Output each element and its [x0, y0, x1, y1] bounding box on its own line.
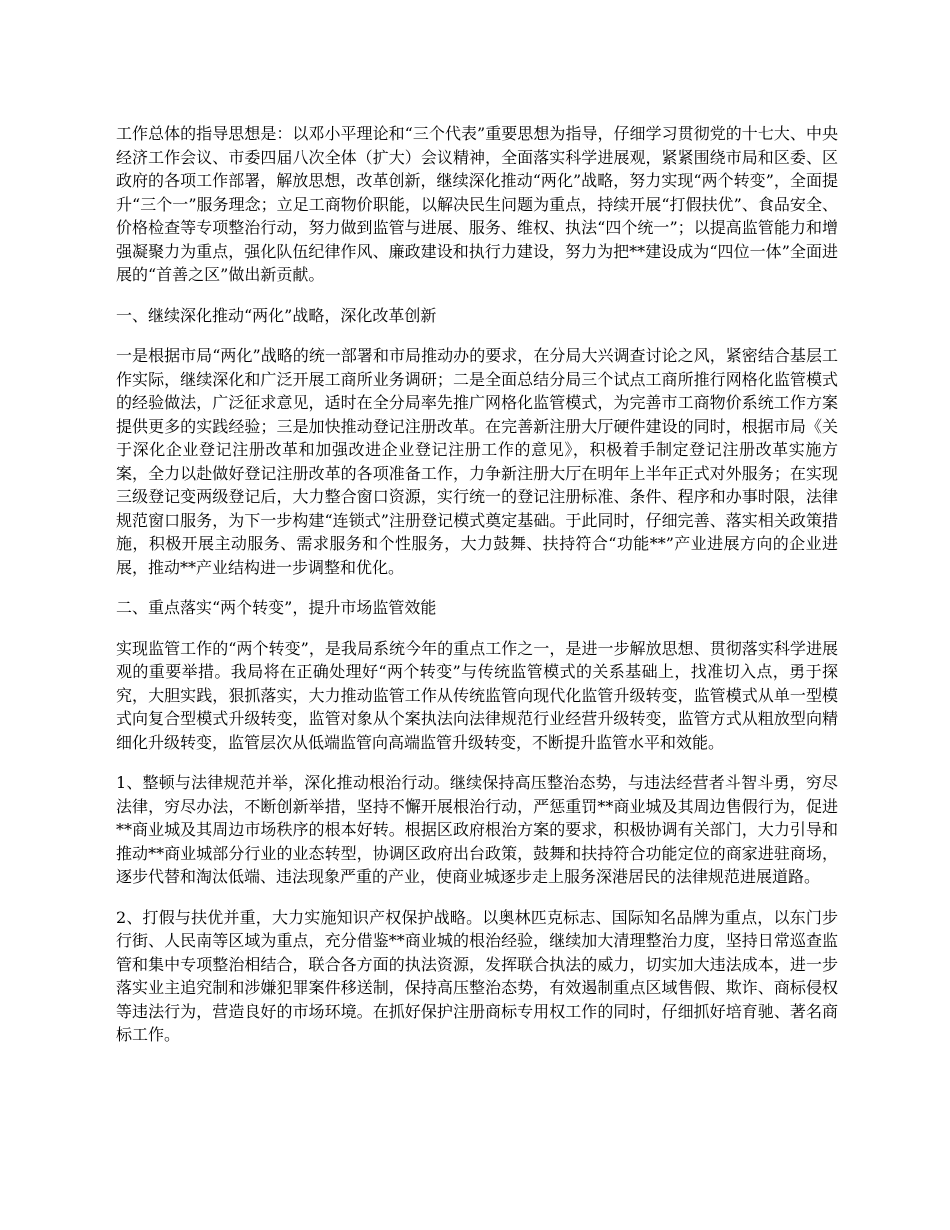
section-1-paragraph: 一是根据市局“两化”战略的统一部署和市局推动办的要求，在分局大兴调查讨论之风，紧密结合基层工作实际，继续深化和广泛开展工商所业务调研；二是全面总结分局三个试点工商所推行网格化监管模式的经验做法，广泛征求意见，适时在全分局率先推广网格化监管模式，为完善市工商物价系统工作方案提供更多的实践经验；三是加快推动登记注册改革。在完善新注册大厅硬件建设的同时，根据市局《关于深化企业登记注册改革和加强改进企业登记注册工作的意见》，积极着手制定登记注册改革实施方案，全力以赴做好登记注册改革的各项准备工作，力争新注册大厅在明年上半年正式对外服务；在实现三级登记变两级登记后，大力整合窗口资源，实行统一的登记注册标准、条件、程序和办事时限，法律规范窗口服务，为下一步构建“连锁式”注册登记模式奠定基础。于此同时，仔细完善、落实相关政策措施，积极开展主动服务、需求服务和个性服务，大力鼓舞、扶持符合“功能**”产业进展方向的企业进展，推动**产业结构进一步调整和优化。 [116, 346, 838, 577]
intro-paragraph: 工作总体的指导思想是：以邓小平理论和“三个代表”重要思想为指导，仔细学习贯彻党的十七大、中央经济工作会议、市委四届八次全体（扩大）会议精神，全面落实科学进展观，紧紧围绕市局和区委、区政府的各项工作部署，解放思想，改革创新，继续深化推动“两化”战略，努力实现“两个转变”，全面提升“三个一”服务理念；立足工商物价职能，以解决民生问题为重点，持续开展“打假扶优”、食品安全、价格检查等专项整治行动，努力做到监管与进展、服务、维权、执法“四个统一”；以提高监管能力和增强凝聚力为重点，强化队伍纪律作风、廉政建设和执行力建设，努力为把**建设成为“四位一体”全面进展的“首善之区”做出新贡献。 [116, 124, 838, 284]
section-2-paragraph: 实现监管工作的“两个转变”，是我局系统今年的重点工作之一，是进一步解放思想、贯彻落实科学进展观的重要举措。我局将在正确处理好“两个转变”与传统监管模式的关系基础上，找准切入点，勇于探究，大胆实践，狠抓落实，大力推动监管工作从传统监管向现代化监管升级转变，监管模式从单一型模式向复合型模式升级转变，监管对象从个案执法向法律规范行业经营升级转变，监管方式从粗放型向精细化升级转变，监管层次从低端监管向高端监管升级转变，不断提升监管水平和效能。 [116, 638, 838, 752]
section-heading-1: 一、继续深化推动“两化”战略，深化改革创新 [116, 305, 437, 325]
section-heading-2: 二、重点落实“两个转变”，提升市场监管效能 [116, 598, 437, 617]
item-2-paragraph: 2、打假与扶优并重，大力实施知识产权保护战略。以奥林匹克标志、国际知名品牌为重点，以东门步行街、人民南等区域为重点，充分借鉴**商业城的根治经验，继续加大清理整治力度，坚持日常巡查监管和集中专项整治相结合，联合各方面的执法资源，发挥联合执法的威力，切实加大违法成本，进一步落实业主追究制和涉嫌犯罪案件移送制，保持高压整治态势，有效遏制重点区域售假、欺诈、商标侵权等违法行为，营造良好的市场环境。在抓好保护注册商标专用权工作的同时，仔细抓好培育驰、著名商标工作。 [116, 907, 838, 1044]
document-body [116, 122, 838, 1047]
item-1-paragraph: 1、整顿与法律规范并举，深化推动根治行动。继续保持高压整治态势，与违法经营者斗智斗勇，穷尽法律，穷尽办法，不断创新举措，坚持不懈开展根治行动，严惩重罚**商业城及其周边售假行为，促进**商业城及其周边市场秩序的根本好转。根据区政府根治方案的要求，积极协调有关部门，大力引导和推动**商业城部分行业的业态转型，协调区政府出台政策，鼓舞和扶持符合功能定位的商家进驻商场，逐步代替和淘汰低端、违法现象严重的产业，使商业城逐步走上服务深港居民的法律规范进展道路。 [116, 773, 838, 886]
